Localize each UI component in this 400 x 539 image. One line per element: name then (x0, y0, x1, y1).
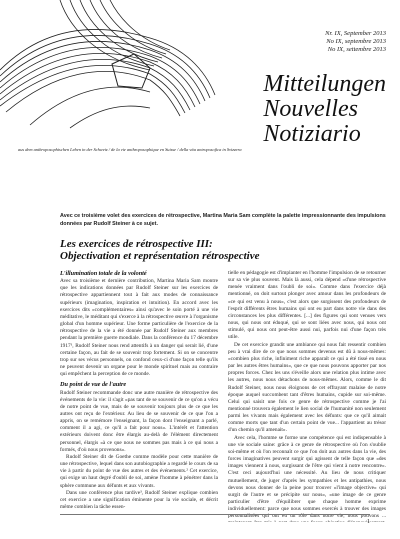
paragraph: De cet exercice grandit une ambiance qui nous fait ressentir combien peu à vrai dire de ce que nous sommes devenus est dû à nous-mêmes: «combien plus riche, infiniment riche apparaît ce qui a été tissé en nous par les autres êtres humains», que ce que nous pouvons apporter par nos propres forces. Chez les uns s'éveille alors une relation plus intime avec les autres, nous nous détachons de nous-mêmes. Alors, comme le dit Rudolf Steiner, nous nous éloignons de cet effrayant malaise de notre époque auquel succombent tant d'êtres humains, cupide sur soi-même. Celui qui saisit une fois ce genre de rétrospective comme je l'ai mentionné trouvera également le lien social de l'humanité non seulement parmi les vivants mais également avec les défunts: que ce qu'il aimait comme morts que tant d'un certain point de vue... l'appartient au trésor d'un chemin qu'il amenait». (228, 341, 386, 434)
article-title (60, 238, 390, 262)
masthead-subtitle: aus dem anthroposophischen Leben in der Schweiz / de la vie anthroposophique en Suisse / della vita antroposofica in Svizzera (18, 147, 242, 152)
issue-line-it: No IX, settembre 2013 (327, 46, 386, 53)
footer-rule (60, 514, 370, 515)
paragraph: Avec sa troisième et dernière contribution, Martina Maria Sam montre que les indications données par Rudolf Steiner sur les exercices de rétrospective appartiennent tout à fait aux modes de connaissance supérieurs (imagination, inspiration et intuition). En accord avec les exercices dits «complémentaires» ainsi qu'avec le soin porté à une vie méditative, le méditant qui s'exerce à la rétrospective œuvre à l'organisme global d'un homme supérieur. Une forme particulière de l'exercice de la rétrospective de la vie a été donnée par Rudolf Steiner aux membres pendant la première guerre mondiale. Dans la conférence du 17 décembre 1917¹, Rudolf Steiner nous rend attentifs à un danger qui serait lié, d'une certaine façon, au fait de se souvenir trop fortement. Si on se concentre trop sur ses vécus personnels, on confond ceux-ci d'une façon telle qu'ils ne peuvent devenir un organe pour le monde spirituel mais au contraire qui empêchent la perception de ce monde. (60, 278, 218, 378)
paragraph: Dans une conférence plus tardive³, Rudolf Steiner explique combien cet exercice a une signification éminente pour la vie sociale, et décrit même combien la tâche essen- (60, 489, 218, 510)
issue-line-de: Nr. IX, September 2013 (325, 30, 386, 37)
paragraph: tielle en pédagogie est d'implanter en l'homme l'impulsion de se retourner sur sa vie plus souvent. Mais là aussi, cela dépend «d'une rétrospective menée vraiment dans l'oubli de soi». Comme dans l'exercice déjà mentionné, on doit surtout plonger avec amour dans les profondeurs de «ce qui est venu à nous», c'est alors que surgissent des profondeurs de l'esprit différents êtres humains qui ont eu part dans notre vie dans des circonstances les plus différentes. [...] des figures qui sont venues vers nous, qui nous ont éduqué, qui se sont liées avec nous, qui nous ont stimulé, qui nous ont peut-être aussi nui, parfois nui d'une façon très utile. (228, 270, 386, 341)
article-title-line2: Objectivation et représentation rétrospective (60, 250, 260, 262)
masthead (263, 72, 386, 147)
paragraph: Avec cela, l'homme se forme une compétence qui est indispensable à une vie sociale saine: grâce à ce genre de rétrospective où l'on s'oublie soi-même et où l'on reconnaît ce que l'on doit aux autres dans la vie, des forces imaginatives peuvent surgir qui agissent de telle façon que «des images viennent à nous, surgissant de l'être qui vient à notre rencontre». C'est ceci aujourd'hui une nécessité. Au lieu de nous critiquer mutuellement, de juger d'après les sympathies et les antipathies, nous devons nous donner de la peine pour trouver «l'image objective» qui surgit de l'autre et se précipite sur nous», «une image de ce genre particulier d'être d'équilibrer que chaque homme exprime individuellement: parce que nous sommes exercés à trouver des images personnalisées qui ont eu un rôle dans notre vie, nous pouvons ... (228, 434, 386, 520)
masthead-title-it: Notiziario (263, 121, 361, 147)
masthead-title-fr: Nouvelles (263, 96, 358, 122)
issue-info (325, 30, 386, 54)
section-heading: Du point de vue de l'autre (60, 381, 127, 389)
column-right (228, 270, 386, 522)
paragraph: Rudolf Steiner dit de Goethe comme modèle pour cette manière de une rétrospective, lequel dans son autobiographie a regardé le cours de sa vie à partir du point de vue des autres et des événements.² Cet exercice, qui exige un haut degré d'oubli de soi, amène l'homme à pénétrer dans la sphère commune aux défunts et aux vivants. (60, 453, 218, 489)
issue-line-fr: No IX, septembre 2013 (326, 38, 386, 45)
article-body (60, 270, 386, 522)
masthead-title-de: Mitteilungen (263, 71, 386, 97)
article-intro: Avec ce troisième volet des exercices de rétrospective, Martina Maria Sam complète la palette impressionnante des impulsions données par Rudolf Steiner à ce sujet. (60, 213, 386, 227)
page-number: 1 (367, 519, 370, 525)
paragraph: Rudolf Steiner recommande donc une autre manière de rétrospective des événements de la vie: il s'agit «pas tant de se souvenir de ce qu'on a vécu de notre point de vue, mais de se souvenir toujours plus de ce que les autres ont reçu de l'extérieur. Au lieu de se souvenir de ce que l'on a appris, on se remémore l'enseignant, la façon dont l'enseignant a parlé, comment il a agi, ce qu'il a fait pour nous». L'intérêt et l'attention extérieurs doivent donc être élargis au-delà de l'élément directement personnel, élargis «à ce que nous ne sommes pas mais à ce qui nous a formés, d'où nous provenons». (60, 389, 218, 453)
logo-line-art (0, 0, 220, 130)
article-title-line1: Les exercices de rétrospective III: (60, 238, 213, 250)
section-heading: L'illumination totale de la volonté (60, 270, 147, 277)
column-left (60, 270, 218, 522)
